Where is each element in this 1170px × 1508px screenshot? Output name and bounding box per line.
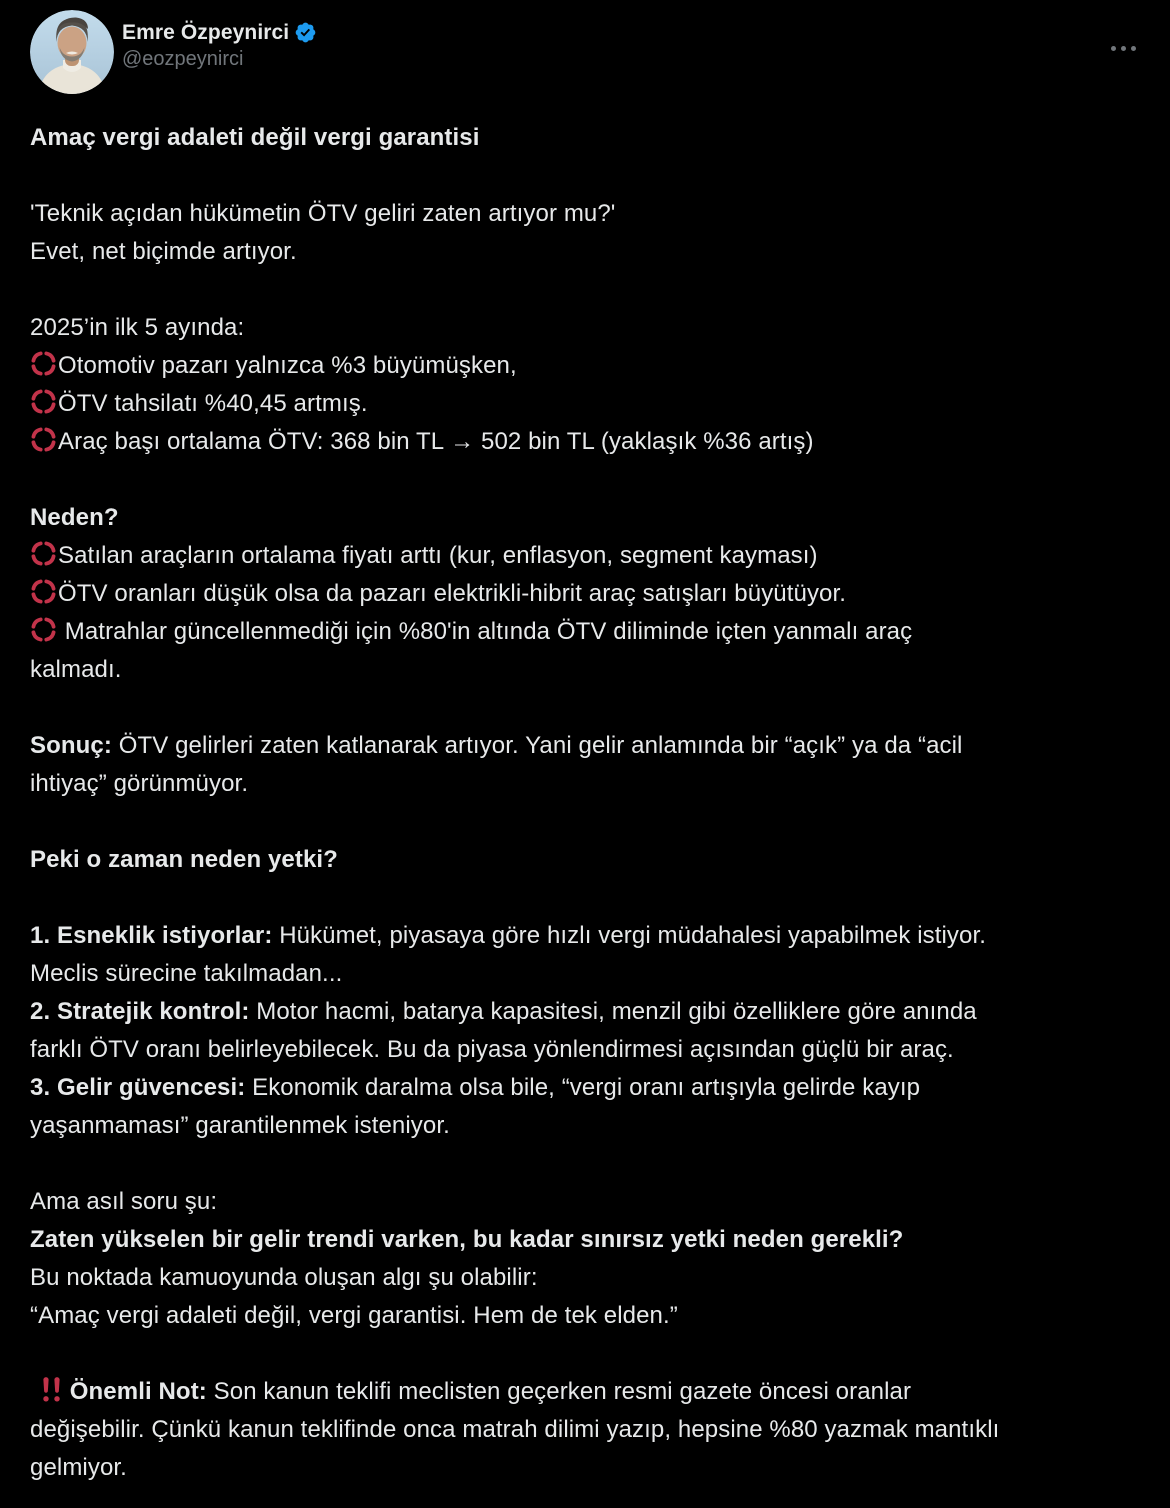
- anger-emoji-icon: [30, 426, 57, 453]
- post-paragraph: Ama asıl soru şu: Zaten yükselen bir gelir trendi varken, bu kadar sınırsız yetki neden gerekli? Bu noktada kamuoyunda oluşan algı şu olabilir: “Amaç vergi adaleti değil, vergi garantisi. Hem de tek elden.”: [30, 1188, 904, 1329]
- profile-photo-icon: [30, 10, 114, 94]
- post-paragraph: 1. Esneklik istiyorlar: Hükümet, piyasaya göre hızlı vergi müdahalesi yapabilmek istiyor. Meclis sürecine takılmadan... 2. Stratejik kontrol: Motor hacmi, batarya kapasitesi, menzil gibi özelliklere göre anında farklı ÖTV oranı belirleyebilecek. Bu da piyasa yönlendirmesi açısından güçlü bir araç. 3. Gelir güvencesi: Ekonomik daralma olsa bile, “vergi oranı artışıyla gelirde kayıp yaşanmaması” garantilenmek isteniyor.: [30, 922, 987, 1139]
- post-paragraph: 2025’in ilk 5 ayında: Otomotiv pazarı yalnızca %3 büyümüşken, ÖTV tahsilatı %40,45 artmış. Araç başı ortalama ÖTV: 368 bin TL → 502 bin TL (yaklaşık %36 artış): [30, 314, 814, 455]
- post-paragraph: Önemli Not: Son kanun teklifi meclisten geçerken resmi gazete öncesi oranlar değişebilir. Çünkü kanun teklifinde onca matrah dilimi yazıp, hepsine %80 yazmak mantıklı gelmiyor.: [30, 1378, 1000, 1481]
- post-text: [30, 119, 1140, 1487]
- anger-emoji-icon: [30, 350, 57, 377]
- post-paragraph: 'Teknik açıdan hükümetin ÖTV geliri zaten artıyor mu?' Evet, net biçimde artıyor.: [30, 200, 616, 265]
- post-paragraph: Sonuç: ÖTV gelirleri zaten katlanarak artıyor. Yani gelir anlamında bir “açık” ya da “acil ihtiyaç” görünmüyor.: [30, 732, 963, 797]
- anger-emoji-icon: [30, 616, 57, 643]
- more-options-button[interactable]: [1105, 40, 1142, 57]
- tweet-header: [30, 10, 1140, 94]
- avatar[interactable]: [30, 10, 114, 94]
- verified-badge-icon: [294, 21, 317, 44]
- anger-emoji-icon: [30, 540, 57, 567]
- more-options-icon: [1111, 46, 1116, 51]
- anger-emoji-icon: [30, 388, 57, 415]
- double-exclamation-emoji-icon: [39, 1376, 64, 1403]
- post-paragraph: Neden? Satılan araçların ortalama fiyatı arttı (kur, enflasyon, segment kayması) ÖTV oranları düşük olsa da pazarı elektrikli-hibrit araç satışları büyütüyor. Matrahlar güncellenmediği için %80'in altında ÖTV diliminde içten yanmalı araç kalmadı.: [30, 504, 913, 683]
- user-info[interactable]: [122, 10, 317, 73]
- post-paragraph: Peki o zaman neden yetki?: [30, 846, 338, 873]
- display-name[interactable]: Emre Özpeynirci: [122, 21, 290, 44]
- user-handle[interactable]: @eozpeynirci: [122, 48, 244, 70]
- post-paragraph: Amaç vergi adaleti değil vergi garantisi: [30, 124, 480, 151]
- anger-emoji-icon: [30, 578, 57, 605]
